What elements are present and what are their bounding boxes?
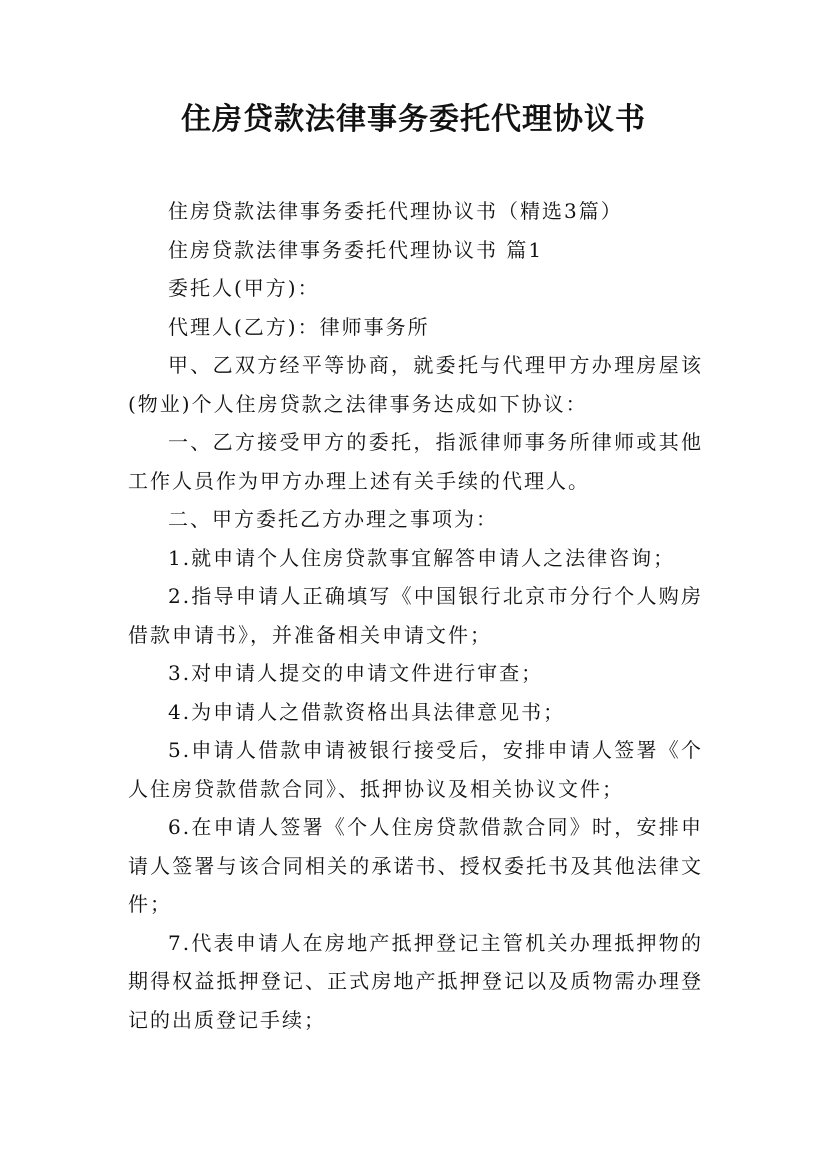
paragraph-agent: 代理人(乙方)：律师事务所 [168,314,430,339]
paragraph-principal: 委托人(甲方)： [168,276,320,300]
paragraph-section-heading: 住房贷款法律事务委托代理协议书 篇1 [168,237,544,262]
paragraph-item-2: 2.指导申请人正确填写《中国银行北京市分行个人购房借款申请书》，并准备相关申请文件； [128,584,703,647]
document-body [128,192,703,1039]
paragraph-item-5: 5.申请人借款申请被银行接受后，安排申请人签署《个人住房贷款借款合同》、抵押协议及相关协议文件； [128,738,703,801]
paragraph-item-3: 3.对申请人提交的申请文件进行审查； [168,661,544,685]
paragraph-clause-1: 一、乙方接受甲方的委托，指派律师事务所律师或其他工作人员作为甲方办理上述有关手续的代理人。 [128,430,703,493]
paragraph-preamble: 甲、乙双方经平等协商，就委托与代理甲方办理房屋该(物业)个人住房贷款之法律事务达成如下协议： [128,353,703,416]
paragraph-subtitle: 住房贷款法律事务委托代理协议书（精选3篇） [168,199,623,223]
document-title: 住房贷款法律事务委托代理协议书 [181,102,646,137]
paragraph-item-7: 7.代表申请人在房地产抵押登记主管机关办理抵押物的期得权益抵押登记、正式房地产抵押登记以及质物需办理登记的出质登记手续； [128,930,703,1032]
paragraph-item-6: 6.在申请人签署《个人住房贷款借款合同》时，安排申请人签署与该合同相关的承诺书、授权委托书及其他法律文件； [128,815,703,916]
paragraph-item-1: 1.就申请个人住房贷款事宜解答申请人之法律咨询； [168,545,676,570]
paragraph-clause-2: 二、甲方委托乙方办理之事项为： [168,507,498,531]
paragraph-item-4: 4.为申请人之借款资格出具法律意见书； [168,699,566,724]
